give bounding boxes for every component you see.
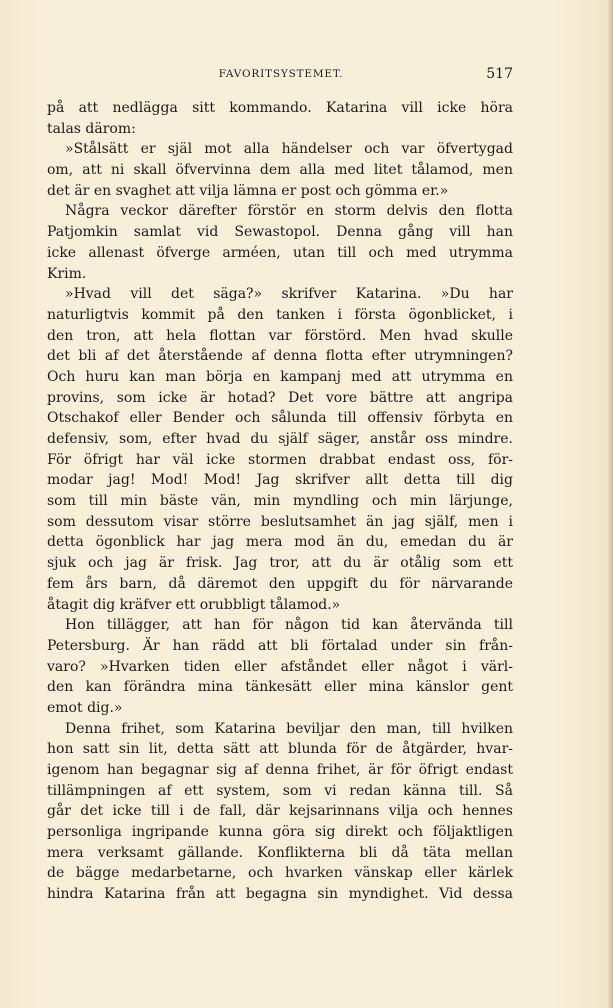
text-line: det bli af det återstående af denna flotta efter utrymningen?: [47, 348, 513, 365]
text-line: sjuk och jag är frisk. Jag tror, att du är otålig som ett: [47, 555, 513, 572]
text-line: Petersburg. Är han rädd att bli förtalad under sin från-: [47, 637, 513, 654]
page-edge-shadow: [607, 0, 613, 1008]
text-line: igenom han begagnar sig af denna frihet, är för öfrigt endast: [47, 762, 513, 778]
text-line: provins, som icke är hotad? Det vore bättre att angripa: [47, 389, 513, 406]
text-line: de bägge medarbetarne, och hvarken vänskap eller kärlek: [47, 865, 513, 882]
page-header: [47, 66, 513, 86]
text-line: om, att ni skall öfvervinna dem alla med litet tålamod, men: [47, 162, 513, 179]
text-line: Patjomkin samlat vid Sewastopol. Denna gång vill han: [47, 224, 513, 241]
text-line: emot dig.»: [47, 699, 123, 716]
text-line: »Hvad vill det säga?» skrifver Katarina. »Du har: [65, 286, 513, 303]
text-line: varo? »Hvarken tiden eller afståndet eller något i värl-: [47, 658, 513, 675]
running-title: FAVORITSYSTEMET.: [218, 68, 344, 80]
text-line: som till min bäste vän, min myndling och min lärjunge,: [47, 493, 513, 510]
text-line: tillämpningen af ett system, som vi redan känna till. Så: [47, 782, 513, 799]
text-line: personliga ingripande kunna göra sig direkt och följaktligen: [47, 824, 513, 841]
text-line: hindra Katarina från att begagna sin myndighet. Vid dessa: [47, 886, 513, 903]
text-line: defensiv, som, efter hvad du själf säger, anstår oss mindre.: [47, 431, 513, 447]
text-line: den kan förändra mina tänkesätt eller mina känslor gent: [47, 679, 513, 696]
text-line: talas därom:: [47, 120, 136, 137]
text-line: Och huru kan man börja en kampanj med att utrymma en: [47, 368, 513, 385]
text-line: Krim.: [47, 265, 87, 282]
text-line: För öfrigt har väl icke stormen drabbat endast oss, för-: [47, 451, 513, 468]
text-line: detta ögonblick har jag mera mod än du, emedan du är: [47, 534, 513, 551]
text-line: Några veckor därefter förstör en storm delvis den flotta: [65, 203, 513, 220]
text-line: modar jag! Mod! Mod! Jag skrifver allt detta till dig: [47, 472, 513, 489]
text-line: fem års barn, då däremot den uppgift du för närvarande: [47, 575, 513, 592]
text-line: naturligtvis kommit på den tanken i första ögonblicket, i: [47, 306, 513, 323]
text-line: mera verksamt gällande. Konflikterna bli då täta mellan: [47, 844, 513, 861]
text-line: Otschakof eller Bender och sålunda till offensiv förbyta en: [47, 410, 513, 427]
text-line: »Stålsätt er själ mot alla händelser och var öfvertygad: [65, 141, 513, 158]
text-line: Hon tillägger, att han för någon tid kan återvända till: [65, 617, 513, 634]
page-number: 517: [486, 66, 513, 82]
text-line: det är en svaghet att vilja lämna er post och gömma er.»: [47, 182, 449, 199]
text-line: åtagit dig kräfver ett orubbligt tålamod.»: [47, 596, 341, 613]
text-line: på att nedlägga sitt kommando. Katarina vill icke höra: [47, 100, 513, 116]
text-line: den tron, att hela flottan var förstörd. Men hvad skulle: [47, 327, 513, 344]
body-text: [47, 98, 513, 905]
text-line: som dessutom visar större beslutsamhet än jag själf, men i: [47, 513, 513, 530]
text-line: går det icke till i de fall, där kejsarinnans vilja och hennes: [47, 803, 513, 820]
text-line: icke allenast öfverge arméen, utan till och med utrymma: [47, 244, 513, 261]
text-line: Denna frihet, som Katarina beviljar den man, till hvilken: [65, 720, 513, 737]
text-line: hon satt sin lit, detta sätt att blunda för de åtgärder, hvar-: [47, 741, 513, 758]
